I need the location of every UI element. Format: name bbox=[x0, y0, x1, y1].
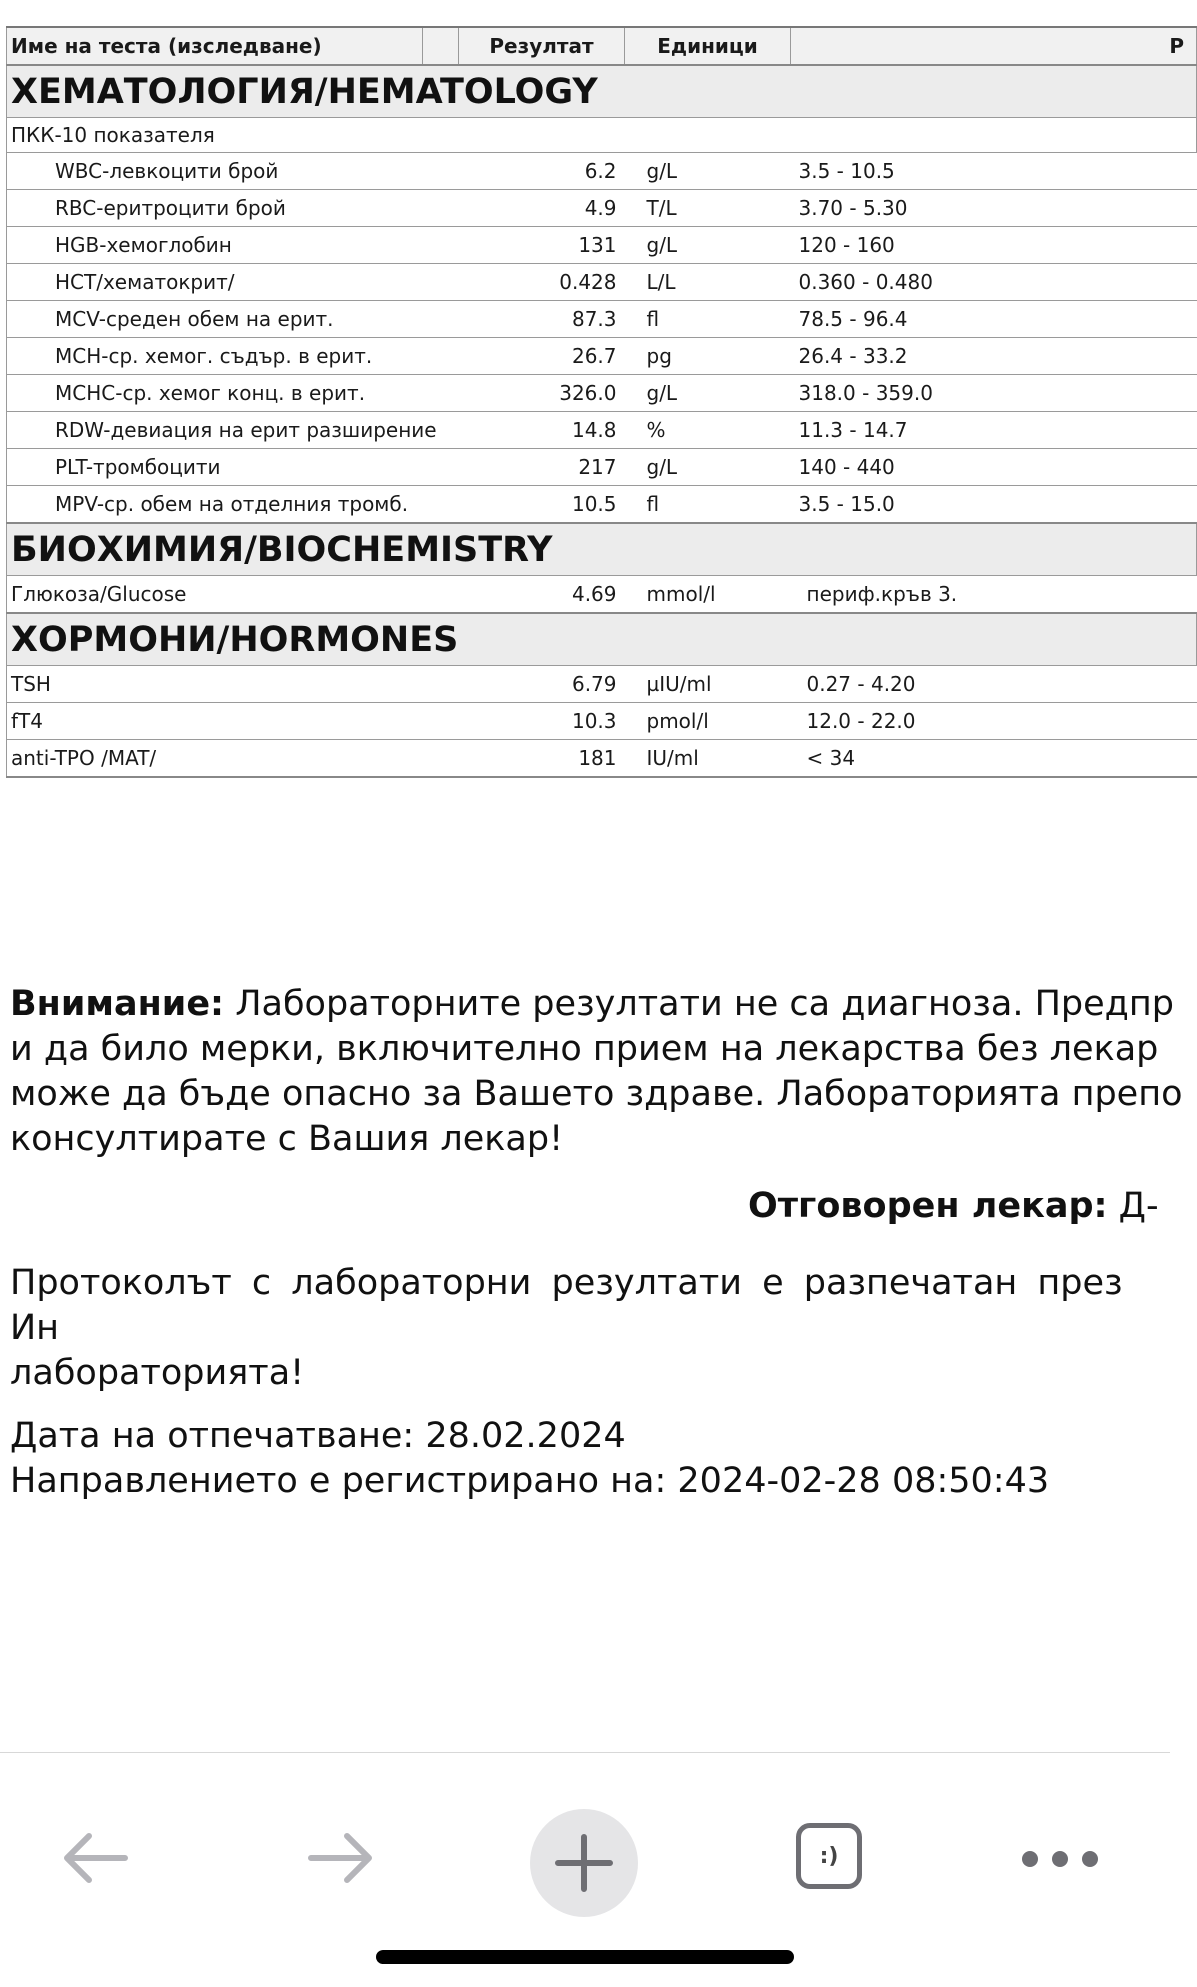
test-unit: fl bbox=[625, 486, 791, 524]
doctor-value: Д- bbox=[1107, 1186, 1159, 1226]
test-ref: 140 - 440 bbox=[791, 449, 1197, 486]
group-pkk bbox=[7, 118, 1197, 153]
warning-label: Внимание: bbox=[10, 984, 225, 1024]
test-unit: g/L bbox=[625, 449, 791, 486]
table-row bbox=[7, 412, 1197, 449]
test-result: 0.428 bbox=[459, 264, 625, 301]
test-result: 10.3 bbox=[459, 703, 625, 740]
group-title: ПКК-10 показателя bbox=[7, 118, 1197, 153]
section-title: БИОХИМИЯ/BIOCHEMISTRY bbox=[7, 523, 1197, 576]
test-result: 87.3 bbox=[459, 301, 625, 338]
doctor-label: Отговорен лекар: bbox=[748, 1186, 1108, 1226]
test-unit: IU/ml bbox=[625, 740, 791, 778]
arrow-left-icon bbox=[59, 1828, 131, 1888]
col-test-name: Име на теста (изследване) bbox=[7, 27, 423, 65]
test-name: WBC-левкоцити брой bbox=[7, 153, 459, 190]
ellipsis-icon bbox=[1020, 1849, 1100, 1869]
test-unit: µIU/ml bbox=[625, 666, 791, 703]
test-ref: 11.3 - 14.7 bbox=[791, 412, 1197, 449]
new-tab-button[interactable] bbox=[530, 1809, 638, 1917]
test-name: fT4 bbox=[7, 703, 459, 740]
test-result: 181 bbox=[459, 740, 625, 778]
section-hormones bbox=[7, 613, 1197, 666]
print-info bbox=[10, 1414, 1190, 1504]
test-result: 10.5 bbox=[459, 486, 625, 524]
table-header bbox=[7, 27, 1197, 65]
test-ref: 3.5 - 10.5 bbox=[791, 153, 1197, 190]
test-ref: 26.4 - 33.2 bbox=[791, 338, 1197, 375]
test-unit: fl bbox=[625, 301, 791, 338]
test-name: MCH-ср. хемог. съдър. в ерит. bbox=[7, 338, 459, 375]
test-ref: 120 - 160 bbox=[791, 227, 1197, 264]
test-result: 26.7 bbox=[459, 338, 625, 375]
test-unit: mmol/l bbox=[625, 576, 791, 614]
test-ref: < 34 bbox=[791, 740, 1197, 778]
warning-line: консултирате с Вашия лекар! bbox=[10, 1119, 564, 1159]
test-ref: 3.70 - 5.30 bbox=[791, 190, 1197, 227]
forward-button[interactable] bbox=[296, 1813, 386, 1903]
test-name: HCT/хематокрит/ bbox=[7, 264, 459, 301]
section-title: ХЕМАТОЛОГИЯ/HEMATOLOGY bbox=[7, 65, 1197, 118]
col-ref: Р bbox=[791, 27, 1197, 65]
tabs-icon: :) bbox=[796, 1823, 862, 1889]
section-title: ХОРМОНИ/HORMONES bbox=[7, 613, 1197, 666]
test-unit: L/L bbox=[625, 264, 791, 301]
plus-icon bbox=[554, 1833, 614, 1893]
test-name: RBC-еритроцити брой bbox=[7, 190, 459, 227]
test-name: MCHC-ср. хемог конц. в ерит. bbox=[7, 375, 459, 412]
test-unit: % bbox=[625, 412, 791, 449]
col-units: Единици bbox=[625, 27, 791, 65]
section-hematology bbox=[7, 65, 1197, 118]
tabs-button[interactable] bbox=[790, 1813, 868, 1899]
section-biochemistry bbox=[7, 523, 1197, 576]
print-date: Дата на отпечатване: 28.02.2024 bbox=[10, 1416, 626, 1456]
test-result: 131 bbox=[459, 227, 625, 264]
warning-line: и да било мерки, включително прием на лекарства без лекар bbox=[10, 1029, 1159, 1069]
test-result: 217 bbox=[459, 449, 625, 486]
test-ref: периф.кръв 3. bbox=[791, 576, 1197, 614]
table-row bbox=[7, 666, 1197, 703]
protocol-line: лабораторията! bbox=[10, 1353, 305, 1393]
table-row bbox=[7, 264, 1197, 301]
protocol-line: Протоколът с лабораторни резултати е разпечатан през Ин bbox=[10, 1263, 1123, 1348]
test-unit: g/L bbox=[625, 227, 791, 264]
test-ref: 318.0 - 359.0 bbox=[791, 375, 1197, 412]
table-row bbox=[7, 449, 1197, 486]
table-row bbox=[7, 375, 1197, 412]
report-notes bbox=[10, 982, 1190, 1504]
test-ref: 12.0 - 22.0 bbox=[791, 703, 1197, 740]
table-row bbox=[7, 486, 1197, 524]
test-unit: g/L bbox=[625, 375, 791, 412]
col-result: Резултат bbox=[459, 27, 625, 65]
warning-text: Лабораторните резултати не са диагноза. Предпр bbox=[224, 984, 1174, 1024]
test-result: 14.8 bbox=[459, 412, 625, 449]
test-ref: 0.360 - 0.480 bbox=[791, 264, 1197, 301]
test-unit: T/L bbox=[625, 190, 791, 227]
test-result: 6.79 bbox=[459, 666, 625, 703]
col-spacer bbox=[423, 27, 459, 65]
table-row bbox=[7, 576, 1197, 614]
test-unit: g/L bbox=[625, 153, 791, 190]
test-result: 6.2 bbox=[459, 153, 625, 190]
warning-note bbox=[10, 982, 1190, 1162]
table-row bbox=[7, 301, 1197, 338]
test-unit: pmol/l bbox=[625, 703, 791, 740]
table-row bbox=[7, 703, 1197, 740]
test-unit: pg bbox=[625, 338, 791, 375]
responsible-doctor bbox=[10, 1184, 1190, 1229]
test-name: PLT-тромбоцити bbox=[7, 449, 459, 486]
more-menu-button[interactable] bbox=[1010, 1831, 1110, 1887]
test-result: 4.69 bbox=[459, 576, 625, 614]
table-row bbox=[7, 227, 1197, 264]
table-row bbox=[7, 740, 1197, 778]
test-ref: 78.5 - 96.4 bbox=[791, 301, 1197, 338]
home-indicator[interactable] bbox=[376, 1950, 794, 1964]
test-ref: 3.5 - 15.0 bbox=[791, 486, 1197, 524]
protocol-note bbox=[10, 1261, 1190, 1396]
test-ref: 0.27 - 4.20 bbox=[791, 666, 1197, 703]
back-button[interactable] bbox=[50, 1813, 140, 1903]
test-name: anti-TPO /MAT/ bbox=[7, 740, 459, 778]
lab-results-table bbox=[6, 26, 1197, 778]
table-row bbox=[7, 153, 1197, 190]
test-name: HGB-хемоглобин bbox=[7, 227, 459, 264]
test-name: RDW-девиация на ерит разширение bbox=[7, 412, 459, 449]
arrow-right-icon bbox=[305, 1828, 377, 1888]
registration-date: Направлението е регистрирано на: 2024-02-28 08:50:43 bbox=[10, 1461, 1050, 1501]
table-row bbox=[7, 338, 1197, 375]
test-name: MPV-ср. обем на отделния тромб. bbox=[7, 486, 459, 524]
warning-line: може да бъде опасно за Вашето здраве. Лабораторията препо bbox=[10, 1074, 1183, 1114]
test-result: 4.9 bbox=[459, 190, 625, 227]
table-row bbox=[7, 190, 1197, 227]
test-name: MCV-среден обем на ерит. bbox=[7, 301, 459, 338]
test-name: TSH bbox=[7, 666, 459, 703]
test-name: Глюкоза/Glucose bbox=[7, 576, 459, 614]
test-result: 326.0 bbox=[459, 375, 625, 412]
